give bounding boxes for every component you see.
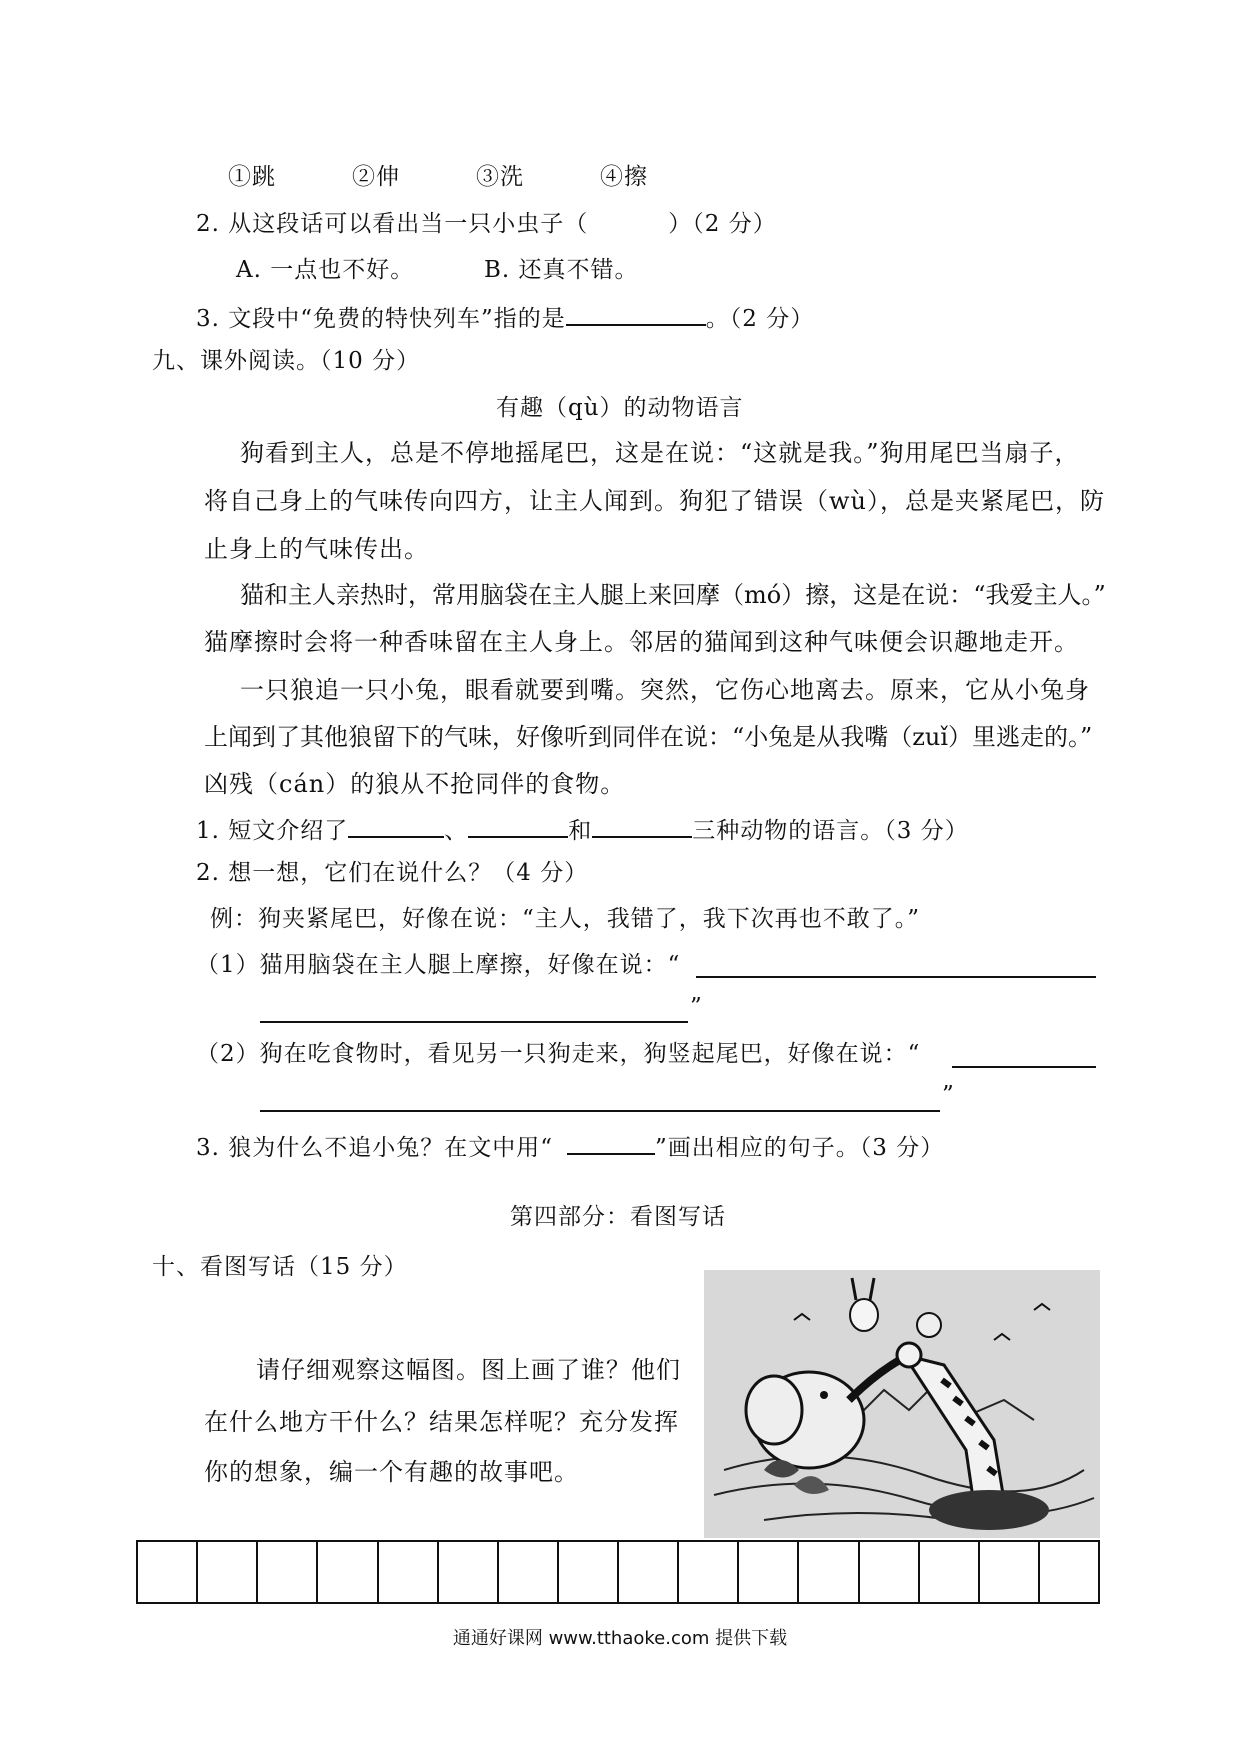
option-1: ①跳 (228, 164, 276, 190)
grid-cell[interactable] (198, 1542, 258, 1602)
writing-prompt-line-1: 请仔细观察这幅图。图上画了谁？他们 (256, 1356, 681, 1384)
grid-cell[interactable] (980, 1542, 1040, 1602)
s9q3-text-a: 3. 狼为什么不追小兔？在文中用“ (196, 1135, 554, 1161)
grid-cell[interactable] (739, 1542, 799, 1602)
paragraph-1-line-3: 止身上的气味传出。 (204, 535, 429, 563)
question-2-score: ）（2 分） (668, 211, 777, 237)
grid-cell[interactable] (1040, 1542, 1098, 1602)
writing-grid[interactable] (136, 1540, 1100, 1604)
grid-cell[interactable] (379, 1542, 439, 1602)
s9q3-text-b: ”画出相应的句子。（3 分） (655, 1135, 945, 1161)
paragraph-3-line-3: 凶残（cán）的狼从不抢同伴的食物。 (204, 770, 626, 798)
paragraph-2-line-2: 猫摩擦时会将一种香味留在主人身上。邻居的猫闻到这种气味便会识趣地走开。 (204, 628, 1079, 656)
part-4-heading: 第四部分：看图写话 (510, 1204, 726, 1230)
grid-cell[interactable] (439, 1542, 499, 1602)
grid-cell[interactable] (499, 1542, 559, 1602)
grid-cell[interactable] (619, 1542, 679, 1602)
animal-blank-3[interactable] (592, 816, 692, 838)
footer-credit: 通通好课网 www.tthaoke.com 提供下载 (452, 1628, 788, 1649)
close-quote-2: ” (942, 1082, 955, 1108)
animal-blank-2[interactable] (468, 816, 568, 838)
grid-cell[interactable] (679, 1542, 739, 1602)
answer-line-2a[interactable] (952, 1066, 1096, 1068)
section-9-question-3 (196, 1133, 944, 1160)
s9q1-text-b: 、 (444, 818, 469, 844)
answer-blank[interactable] (566, 304, 706, 326)
answer-line-1a[interactable] (696, 976, 1096, 978)
option-4: ④擦 (600, 164, 648, 190)
question-3-text: 3. 文段中“免费的特快列车”指的是 (196, 306, 566, 332)
question-2 (196, 213, 777, 236)
s9q1-text-d: 三种动物的语言。（3 分） (692, 818, 969, 844)
grid-cell[interactable] (138, 1542, 198, 1602)
answer-line-1b[interactable] (260, 1021, 688, 1023)
paragraph-3-line-2: 上闻到了其他狼留下的气味，好像听到同伴在说：“小兔是从我嘴（zuǐ）里逃走的。” (204, 723, 1093, 751)
grid-cell[interactable] (920, 1542, 980, 1602)
section-10-heading: 十、看图写话（15 分） (152, 1254, 408, 1280)
grid-cell[interactable] (318, 1542, 378, 1602)
close-quote-1: ” (690, 994, 703, 1020)
choice-b: B. 还真不错。 (484, 257, 639, 283)
answer-line-2b[interactable] (260, 1110, 940, 1112)
grid-cell[interactable] (559, 1542, 619, 1602)
sub-question-1: （1）猫用脑袋在主人腿上摩擦，好像在说：“ (196, 952, 681, 978)
paragraph-3-line-1: 一只狼追一只小兔，眼看就要到嘴。突然，它伤心地离去。原来，它从小兔身 (240, 676, 1090, 704)
choice-a: A. 一点也不好。 (236, 257, 415, 283)
writing-prompt-line-2: 在什么地方干什么？结果怎样呢？充分发挥 (204, 1408, 679, 1436)
option-2: ②伸 (352, 164, 400, 190)
question-3-score: 。（2 分） (705, 306, 815, 332)
s9q1-text-a: 1. 短文介绍了 (196, 818, 349, 844)
animal-blank-1[interactable] (348, 816, 444, 838)
sub-question-2: （2）狗在吃食物时，看见另一只狗走来，狗竖起尾巴，好像在说：“ (196, 1041, 921, 1067)
elephant-giraffe-illustration (704, 1270, 1100, 1538)
paragraph-2-line-1: 猫和主人亲热时，常用脑袋在主人腿上来回摩（mó）擦，这是在说：“我爱主人。” (240, 581, 1106, 609)
option-3: ③洗 (476, 164, 524, 190)
question-2-text: 2. 从这段话可以看出当一只小虫子（ (196, 211, 589, 237)
paragraph-1-line-1: 狗看到主人，总是不停地摇尾巴，这是在说：“这就是我。”狗用尾巴当扇子， (240, 439, 1080, 467)
question-3 (196, 304, 814, 331)
underline-sample (567, 1133, 655, 1155)
grid-cell[interactable] (258, 1542, 318, 1602)
grid-cell[interactable] (799, 1542, 859, 1602)
illustration-svg (704, 1270, 1100, 1538)
paragraph-1-line-2: 将自己身上的气味传向四方，让主人闻到。狗犯了错误（wù），总是夹紧尾巴，防 (204, 487, 1105, 515)
writing-prompt-line-3: 你的想象，编一个有趣的故事吧。 (204, 1458, 579, 1486)
section-9-heading: 九、课外阅读。（10 分） (152, 348, 421, 374)
section-9-question-1 (196, 816, 969, 843)
section-9-question-2: 2. 想一想，它们在说什么？（4 分） (196, 860, 589, 886)
passage-title: 有趣（qù）的动物语言 (496, 395, 744, 421)
grid-cell[interactable] (860, 1542, 920, 1602)
example-line: 例：狗夹紧尾巴，好像在说：“主人，我错了，我下次再也不敢了。” (210, 906, 921, 932)
s9q1-text-c: 和 (568, 818, 593, 844)
